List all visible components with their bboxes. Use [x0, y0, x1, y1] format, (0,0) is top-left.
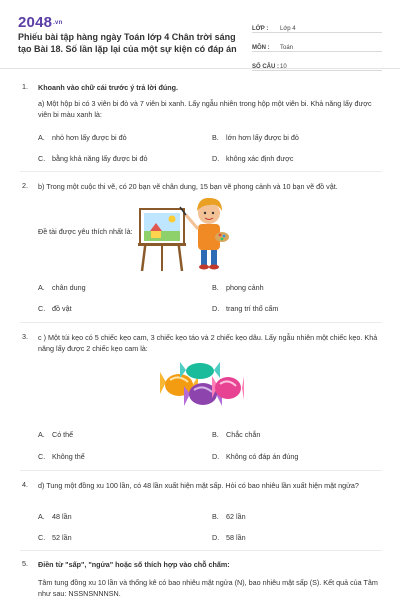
- question-divider: [20, 550, 382, 551]
- option-c[interactable]: [38, 154, 147, 163]
- option-text: 62 lần: [226, 512, 246, 521]
- meta-table: [252, 14, 382, 71]
- option-a[interactable]: [38, 430, 73, 439]
- option-text: Không thể: [52, 452, 85, 461]
- option-text: nhỏ hơn lấy được bi đỏ: [52, 133, 127, 142]
- option-letter: B.: [212, 512, 219, 521]
- option-b[interactable]: [212, 133, 299, 142]
- logo-tld: .vn: [53, 20, 63, 27]
- option-letter: D.: [212, 452, 220, 461]
- option-b[interactable]: [212, 283, 264, 292]
- option-text: Có thể: [52, 430, 74, 439]
- option-letter: D.: [212, 533, 220, 542]
- option-letter: C.: [38, 304, 46, 313]
- meta-key: LỚP :: [252, 26, 269, 32]
- option-a[interactable]: [38, 512, 72, 521]
- option-d[interactable]: [212, 452, 298, 461]
- meta-key: MÔN :: [252, 45, 270, 51]
- option-text: phong cảnh: [226, 283, 264, 292]
- option-text: chân dung: [52, 283, 86, 292]
- option-letter: C.: [38, 452, 46, 461]
- option-text: 48 lần: [52, 512, 72, 521]
- option-text: trang trí thổ cẩm: [226, 304, 279, 313]
- question-text: Đề tài được yêu thích nhất là:: [38, 227, 133, 236]
- option-c[interactable]: [38, 533, 72, 542]
- question-divider: [20, 470, 382, 471]
- question-heading: Khoanh vào chữ cái trước ý trả lời đúng.: [38, 83, 179, 92]
- option-letter: D.: [212, 154, 220, 163]
- option-letter: B.: [212, 430, 219, 439]
- option-a[interactable]: [38, 133, 127, 142]
- option-letter: D.: [212, 304, 220, 313]
- option-text: Chắc chắn: [226, 430, 261, 439]
- meta-value: 10: [280, 64, 287, 70]
- question-heading: Điền từ "sấp", "ngửa" hoặc số thích hợp vào chỗ chấm:: [38, 560, 230, 569]
- site-logo[interactable]: [18, 14, 62, 31]
- option-letter: A.: [38, 430, 45, 439]
- meta-row-subject: [252, 33, 382, 52]
- option-letter: B.: [212, 133, 219, 142]
- question-divider: [20, 171, 382, 172]
- option-text: đồ vật: [52, 304, 72, 313]
- option-text: lớn hơn lấy được bi đỏ: [226, 133, 299, 142]
- meta-value: Toán: [280, 45, 294, 51]
- question-divider: [20, 322, 382, 323]
- question-number: 1.: [22, 82, 28, 91]
- option-letter: B.: [212, 283, 219, 292]
- option-c[interactable]: [38, 452, 85, 461]
- question-heading: d) Tung một đồng xu 100 lần, có 48 lần xuất hiện mặt sấp. Hỏi có bao nhiêu lần xuất hiện mặt ngửa?: [38, 481, 359, 490]
- child-painting-illustration: [136, 193, 236, 271]
- option-text: không xác định được: [226, 154, 294, 163]
- option-letter: A.: [38, 283, 45, 292]
- question-text: Tâm tung đồng xu 10 lần và thống kê có bao nhiêu mặt ngửa (N), bao nhiêu mặt sấp (S). Kết quả của Tâm như sau: NSSNSNNNSN.: [38, 578, 378, 598]
- meta-value: Lớp 4: [280, 26, 296, 32]
- document-title: Phiếu bài tập hàng ngày Toán lớp 4 Chân trời sáng tạo Bài 18. Số lần lặp lại của một sự kiện có đáp án: [18, 32, 237, 54]
- question-text: a) Một hộp bi có 3 viên bi đỏ và 7 viên bi xanh. Lấy ngẫu nhiên trong hộp một viên bi. Khả năng lấy được viên bi màu xanh là:: [38, 99, 372, 119]
- option-d[interactable]: [212, 533, 246, 542]
- option-text: 58 lần: [226, 533, 246, 542]
- option-letter: A.: [38, 512, 45, 521]
- option-a[interactable]: [38, 283, 86, 292]
- candies-illustration: [158, 362, 244, 410]
- question-heading: b) Trong một cuộc thi vẽ, có 20 bạn vẽ chân dung, 15 bạn vẽ phong cảnh và 10 bạn vẽ đồ vật.: [38, 182, 338, 191]
- option-c[interactable]: [38, 304, 72, 313]
- option-b[interactable]: [212, 512, 246, 521]
- option-text: bằng khả năng lấy được bi đỏ: [52, 154, 148, 163]
- meta-row-class: [252, 14, 382, 33]
- question-number: 2.: [22, 181, 28, 190]
- option-letter: C.: [38, 154, 46, 163]
- option-letter: C.: [38, 533, 46, 542]
- option-text: Không có đáp án đúng: [226, 452, 299, 461]
- question-number: 5.: [22, 559, 28, 568]
- option-d[interactable]: [212, 304, 278, 313]
- question-heading: c ) Một túi kẹo có 5 chiếc kẹo cam, 3 chiếc kẹo táo và 2 chiếc kẹo dâu. Lấy ngẫu nhiên một chiếc kẹo. Khả năng lấy được 2 chiếc kẹo cam là:: [38, 333, 378, 353]
- option-letter: A.: [38, 133, 45, 142]
- option-d[interactable]: [212, 154, 293, 163]
- option-b[interactable]: [212, 430, 260, 439]
- question-number: 3.: [22, 332, 28, 341]
- option-text: 52 lần: [52, 533, 72, 542]
- meta-key: SỐ CÂU :: [252, 64, 279, 70]
- header-divider: [0, 68, 400, 69]
- question-number: 4.: [22, 480, 28, 489]
- logo-main: 2048: [18, 14, 53, 31]
